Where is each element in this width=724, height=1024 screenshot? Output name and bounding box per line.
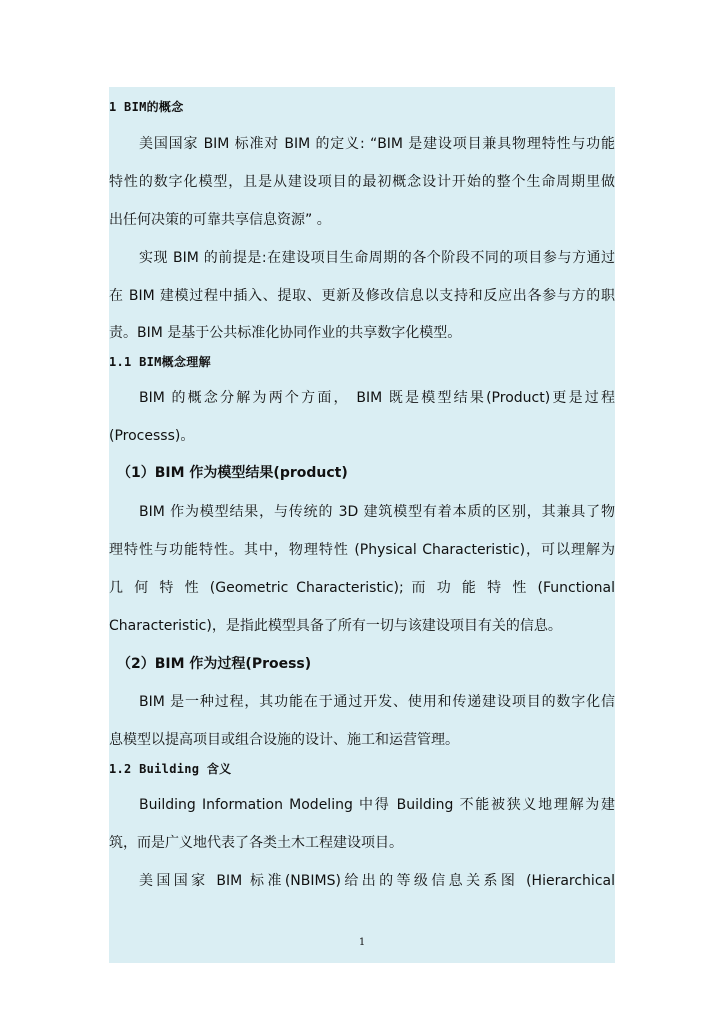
paragraph-line: BIM 的概念分解为两个方面， BIM 既是模型结果(Product)更是过程: [139, 390, 615, 406]
paragraph-line: Characteristic)，是指此模型具备了所有一切与该建设项目有关的信息。: [109, 618, 562, 634]
paragraph-line: 息模型以提高项目或组合设施的设计、施工和运营管理。: [109, 732, 459, 748]
paragraph-line: 几 何 特 性 (Geometric Characteristic); 而 功 能 特 性 (Functional: [109, 580, 615, 596]
paragraph-line: 美国国家 BIM 标准(NBIMS)给出的等级信息关系图 (Hierarchical: [139, 873, 615, 889]
section-heading-1-1: 1.1 BIM概念理解: [109, 355, 211, 369]
paragraph-line: 理特性与功能特性。其中，物理特性 (Physical Characteristic)，可以理解为: [109, 542, 615, 558]
section-heading-1: 1 BIM的概念: [109, 100, 184, 114]
section-heading-1-2: 1.2 Building 含义: [109, 762, 232, 776]
paragraph-line: 出任何决策的可靠共享信息资源” 。: [109, 212, 331, 228]
paragraph-line: Building Information Modeling 中得 Building 不能被狭义地理解为建: [139, 797, 615, 813]
page-number: 1: [358, 937, 366, 948]
paragraph-line: 实现 BIM 的前提是:在建设项目生命周期的各个阶段不同的项目参与方通过: [139, 250, 615, 266]
subheading-model-result: （1）BIM 作为模型结果(product): [117, 465, 348, 481]
paragraph-line: BIM 作为模型结果，与传统的 3D 建筑模型有着本质的区别，其兼具了物: [139, 504, 615, 520]
paragraph-line: BIM 是一种过程，其功能在于通过开发、使用和传递建设项目的数字化信: [139, 694, 615, 710]
paragraph-line: 在 BIM 建模过程中插入、提取、更新及修改信息以支持和反应出各参与方的职: [109, 288, 615, 304]
paragraph-line: 责。BIM 是基于公共标准化协同作业的共享数字化模型。: [109, 325, 462, 341]
paragraph-line: 特性的数字化模型，且是从建设项目的最初概念设计开始的整个生命周期里做: [109, 174, 615, 190]
paragraph-line: 美国国家 BIM 标准对 BIM 的定义: “BIM 是建设项目兼具物理特性与功能: [139, 136, 615, 152]
paragraph-line: 筑，而是广义地代表了各类土木工程建设项目。: [109, 835, 403, 851]
paragraph-line: (Processs)。: [109, 428, 195, 444]
subheading-process: （2）BIM 作为过程(Proess): [117, 656, 312, 672]
